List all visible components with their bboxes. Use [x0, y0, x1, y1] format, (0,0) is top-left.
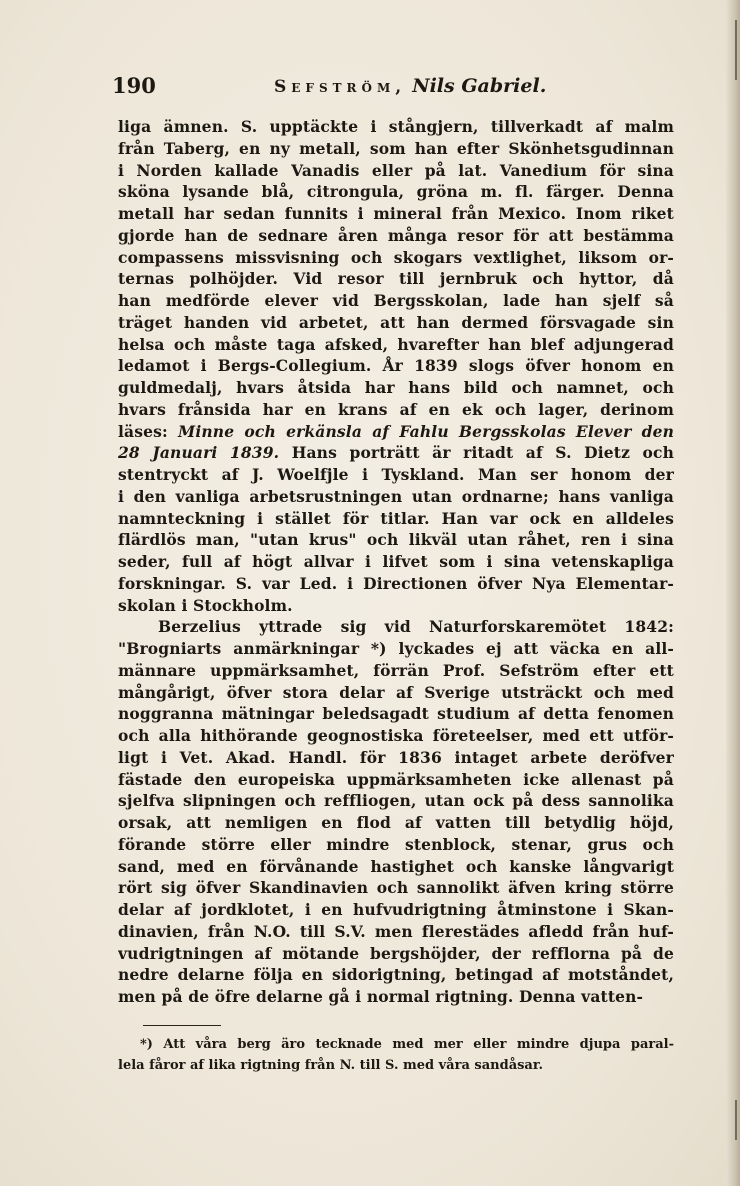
- text-line: sköna lysande blå, citrongula, gröna m. fl. färger. Denna: [118, 182, 674, 202]
- text-line: männare uppmärksamhet, förrän Prof. Sefström efter ett: [118, 660, 674, 680]
- footnote: [118, 1034, 674, 1076]
- page-spine-edge: [726, 0, 740, 1186]
- text-line: från Taberg, en ny metall, som han efter Skönhetsgudinnan: [118, 138, 674, 158]
- text-line: noggranna mätningar beledsagadt studium af detta fenomen: [118, 704, 674, 724]
- text-line: i Norden kallade Vanadis eller på lat. Vanedium för sina: [118, 160, 674, 180]
- text-line: förande större eller mindre stenblock, stenar, grus och: [118, 834, 674, 854]
- text-line: i den vanliga arbetsrustningen utan ordnarne; hans vanliga: [118, 486, 674, 506]
- running-head-given-name: Nils Gabriel.: [412, 75, 547, 97]
- text-line: träget handen vid arbetet, att han dermed försvagade sin: [118, 312, 674, 332]
- text-line: flärdlös man, "utan krus" och likväl utan råhet, ren i sina: [118, 530, 674, 550]
- text-line: namnteckning i stället för titlar. Han var ock en alldeles: [118, 508, 674, 528]
- text-line: forskningar. S. var Led. i Directionen öfver Nya Elementar-: [118, 573, 674, 593]
- text-line: stentryckt af J. Woelfjle i Tyskland. Man ser honom der: [118, 465, 674, 484]
- text-line: mångårigt, öfver stora delar af Sverige utsträckt och med: [118, 682, 674, 702]
- text-line: lela fåror af lika rigtning från N. till S. med våra sandåsar.: [118, 1058, 544, 1073]
- text-line: liga ämnen. S. upptäckte i stångjern, tillverkadt af malm: [118, 117, 674, 136]
- text-line: rört sig öfver Skandinavien och sannolikt äfven kring större: [118, 878, 674, 898]
- text-line: dinavien, från N.O. till S.V. men flerestädes afledd från huf-: [118, 921, 674, 941]
- running-head: [274, 75, 546, 97]
- running-head-surname: Sefström,: [274, 77, 407, 97]
- text-line: ligt i Vet. Akad. Handl. för 1836 intaget arbete deröfver: [118, 747, 674, 767]
- page-number: 190: [112, 73, 156, 98]
- text-line: han medförde elever vid Bergsskolan, lade han sjelf så: [118, 291, 674, 310]
- text-line: och alla hithörande geognostiska företeelser, med ett utför-: [118, 726, 674, 745]
- paragraph-2: [118, 616, 674, 1008]
- text-line: skolan i Stockholm.: [118, 595, 293, 615]
- print-mark: [735, 20, 737, 80]
- text-line: sjelfva slipningen och reffliogen, utan ock på dess sannolika: [118, 791, 674, 811]
- dedication-italic: Minne och erkänsla af Fahlu Bergsskolas Elever den: [178, 421, 674, 441]
- text-line: compassens missvisning och skogars vextlighet, liksom or-: [118, 247, 674, 267]
- text-line: 28 Januari 1839. Hans porträtt är ritadt af S. Dietz och: [118, 443, 674, 463]
- paragraph-1: [118, 116, 674, 616]
- dedication-italic: 28 Januari 1839.: [118, 443, 292, 463]
- text-line: delar af jordklotet, i en hufvudrigtning åtminstone i Skan-: [118, 900, 674, 919]
- text-line: läses: Minne och erkänsla af Fahlu Bergsskolas Elever den: [118, 421, 674, 441]
- text-line: ternas polhöjder. Vid resor till jernbruk och hyttor, då: [118, 269, 674, 289]
- text-line: men på de öfre delarne gå i normal rigtning. Denna vatten-: [118, 987, 644, 1006]
- text-line: sand, med en förvånande hastighet och kanske långvarigt: [118, 856, 674, 876]
- text-line: *) Att våra berg äro tecknade med mer eller mindre djupa paral-: [140, 1037, 674, 1052]
- text-line: helsa och måste taga afsked, hvarefter han blef adjungerad: [118, 334, 674, 354]
- text-line: fästade den europeiska uppmärksamheten icke allenast på: [118, 769, 674, 789]
- text-line: Berzelius yttrade sig vid Naturforskaremötet 1842:: [158, 617, 674, 637]
- footnote-rule: [143, 1025, 221, 1026]
- text-line: orsak, att nemligen en flod af vatten till betydlig höjd,: [118, 813, 674, 832]
- text-line: nedre delarne följa en sidorigtning, betingad af motståndet,: [118, 965, 674, 985]
- text-line: hvars frånsida har en krans af en ek och lager, derinom: [118, 399, 674, 419]
- text-line: metall har sedan funnits i mineral från Mexico. Inom riket: [118, 204, 674, 223]
- text-line: vudrigtningen af mötande bergshöjder, der refflorna på de: [118, 943, 674, 963]
- body-text: [118, 116, 674, 1008]
- print-mark: [735, 1100, 737, 1140]
- page-header: [112, 73, 672, 103]
- text-line: gjorde han de sednare åren många resor för att bestämma: [118, 225, 674, 245]
- text-line: "Brogniarts anmärkningar *) lyckades ej att väcka en all-: [118, 639, 674, 658]
- text-line: ledamot i Bergs-Collegium. År 1839 slogs öfver honom en: [118, 356, 674, 376]
- text-line: guldmedalj, hvars åtsida har hans bild och namnet, och: [118, 378, 674, 397]
- text-line: seder, full af högt allvar i lifvet som i sina vetenskapliga: [118, 552, 674, 571]
